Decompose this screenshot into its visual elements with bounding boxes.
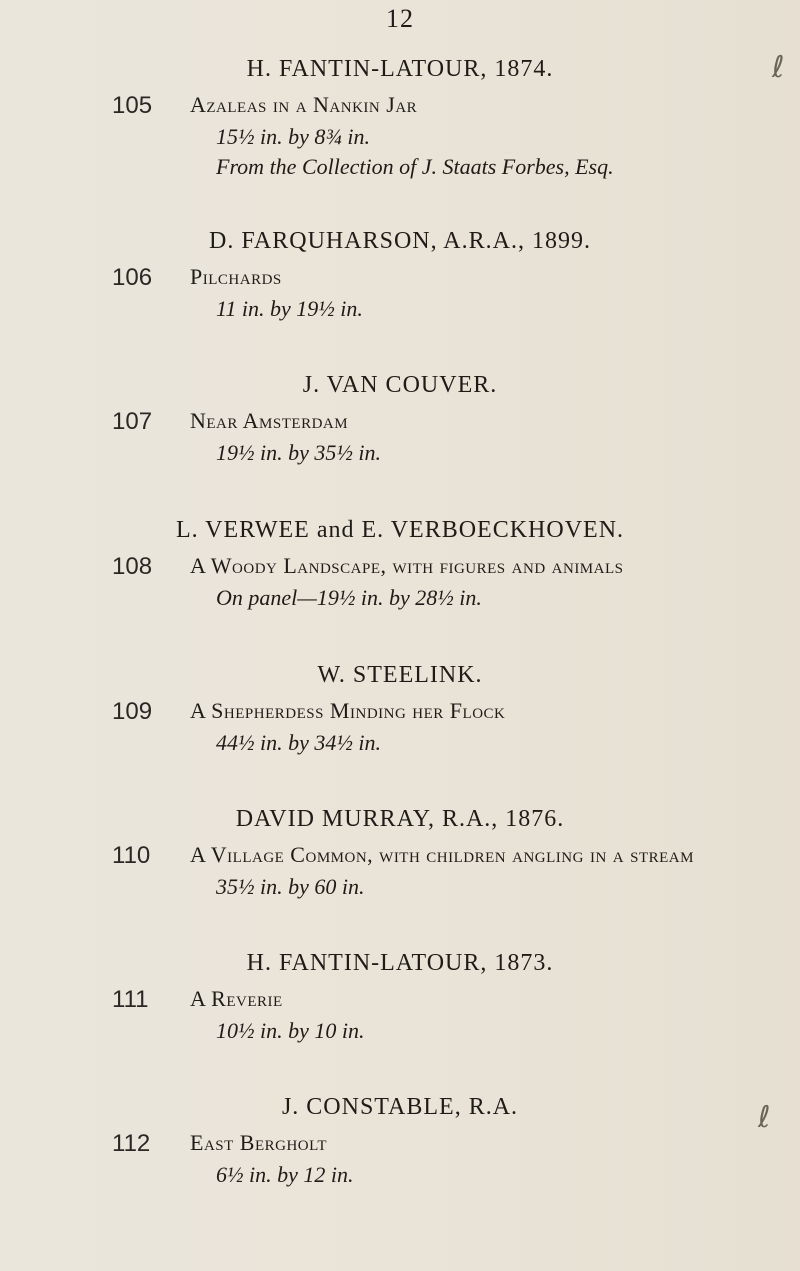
artist-heading: DAVID MURRAY, R.A., 1876.: [235, 806, 565, 832]
artist-heading: J. VAN COUVER.: [302, 372, 498, 398]
lot-number: 106: [112, 264, 153, 291]
lot-number: 107: [112, 408, 153, 435]
lot-title: Pilchards: [190, 264, 282, 289]
artist-heading: H. FANTIN-LATOUR, 1873.: [246, 950, 554, 976]
artist-heading: J. CONSTABLE, R.A.: [281, 1094, 519, 1120]
lot-title: A Shepherdess Minding her Flock: [190, 698, 506, 723]
lot-number: 112: [112, 1130, 151, 1157]
pencil-mark-icon: ℓ: [772, 50, 785, 85]
lot-provenance: From the Collection of J. Staats Forbes, Esq.: [216, 154, 614, 179]
lot-dimensions: 35½ in. by 60 in.: [216, 874, 365, 899]
lot-title: East Bergholt: [190, 1130, 328, 1155]
lot-title: A Woody Landscape, with figures and animals: [190, 553, 624, 578]
lot-number: 111: [112, 986, 149, 1013]
lot-number: 105: [112, 92, 153, 119]
page-number: 12: [386, 4, 414, 33]
lot-dimensions: 44½ in. by 34½ in.: [216, 730, 381, 755]
lot-number: 109: [112, 698, 153, 725]
lot-number: 108: [112, 553, 153, 580]
artist-heading: H. FANTIN-LATOUR, 1874.: [246, 56, 554, 82]
lot-dimensions: 10½ in. by 10 in.: [216, 1018, 365, 1043]
lot-dimensions: 11 in. by 19½ in.: [216, 296, 363, 321]
artist-heading: D. FARQUHARSON, A.R.A., 1899.: [209, 228, 591, 254]
lot-dimensions: On panel—19½ in. by 28½ in.: [216, 585, 482, 610]
artist-heading: L. VERWEE and E. VERBOECKHOVEN.: [175, 517, 625, 543]
pencil-mark-icon: ℓ: [758, 1100, 771, 1135]
lot-title: A Reverie: [190, 986, 283, 1011]
artist-heading: W. STEELINK.: [317, 662, 483, 688]
lot-title: Azaleas in a Nankin Jar: [190, 92, 418, 117]
lot-title: Near Amsterdam: [190, 408, 349, 433]
lot-dimensions: 15½ in. by 8¾ in.: [216, 124, 370, 149]
lot-dimensions: 6½ in. by 12 in.: [216, 1162, 354, 1187]
lot-title: A Village Common, with children angling in a stream: [190, 842, 694, 867]
lot-dimensions: 19½ in. by 35½ in.: [216, 440, 381, 465]
lot-number: 110: [112, 842, 151, 869]
